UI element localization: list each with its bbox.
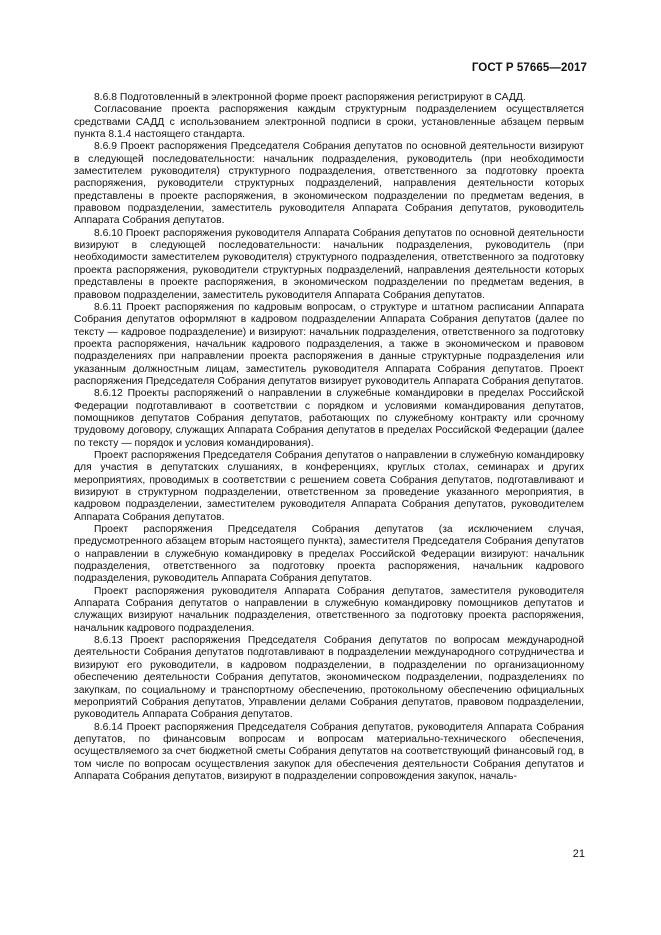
paragraph-8-6-11: 8.6.11 Проект распоряжения по кадровым вопросам, о структуре и штатном расписании Аппарата Собрания депутатов оформляют в кадровом подразделении Аппарата Собрания депутатов (далее по тексту — кадровое подразделение) и визируют: начальник подразделения, ответственного за подготовку проекта распоряжения, начальник кадрового подразделения, а также в экономическом и правовом подразделениях при направлении проекта распоряжения в данные структурные подразделения или указанным должностным лицам, заместитель руководителя Аппарата Собрания депутатов. Проект распоряжения Председателя Собрания депутатов визирует руководитель Аппарата Собрания депутатов. (74, 301, 584, 387)
paragraph-8-6-10: 8.6.10 Проект распоряжения руководителя Аппарата Собрания депутатов по основной деятельности визируют в следующей последовательности: начальник подразделения, руководитель (при необходимости заместителем руководителя) структурного подразделения, ответственного за подготовку проекта распоряжения, руководители структурных подразделений, направления деятельности которых представлены в проекте распоряжения, в экономическом подразделении по предметам ведения, в правовом подразделении, заместитель руководителя Аппарата Собрания депутатов. (74, 227, 584, 301)
paragraph-8-6-8: 8.6.8 Подготовленный в электронной форме проект распоряжения регистрируют в САДД. (94, 92, 526, 103)
paragraph-business-trip-chairman: Проект распоряжения Председателя Собрания депутатов (за исключением случая, предусмотренного абзацем вторым настоящего пункта), заместителя Председателя Собрания депутатов о направлении в служебную командировку в пределах Российской Федерации визируют: начальник подразделения, ответственного за подготовку проекта распоряжения, начальник кадрового подразделения, руководитель Аппарата Собрания депутатов. (74, 524, 584, 585)
document-body (74, 92, 584, 783)
paragraph-8-6-13: 8.6.13 Проект распоряжения Председателя Собрания депутатов по вопросам международной деятельности Собрания депутатов подготавливают в подразделении международного сотрудничества и визируют его руководители, в кадровом подразделении, в подразделении по организационному обеспечению деятельности Собрания депутатов, экономическом подразделении, подразделениях по закупкам, по социальному и транспортному обеспечению, протокольному обеспечению официальных мероприятий Собрания депутатов, Управлении делами Собрания депутатов, правовом подразделении, руководитель Аппарата Собрания депутатов. (74, 635, 584, 721)
paragraph-8-6-14: 8.6.14 Проект распоряжения Председателя Собрания депутатов, руководителя Аппарата Собрания депутатов, по финансовым вопросам и вопросам материально-технического обеспечения, осуществляемого за счет бюджетной сметы Собрания депутатов на соответствующий финансовый год, в том числе по вопросам осуществления закупок для обеспечения деятельности Собрания депутатов и Аппарата Собрания депутатов, визируют в подразделении сопровождения закупок, началь- (74, 721, 584, 782)
paragraph-business-trip-apparatus: Проект распоряжения руководителя Аппарата Собрания депутатов, заместителя руководителя Аппарата Собрания депутатов о направлении в служебную командировку помощников депутатов и служащих визируют начальник подразделения, ответственного за подготовку проекта распоряжения, начальник кадрового подразделения. (74, 585, 584, 634)
paragraph-8-6-12: 8.6.12 Проекты распоряжений о направлении в служебные командировки в пределах Российской Федерации подготавливают в соответствии с порядком и условиями командирования депутатов, помощников депутатов Собрания депутатов, работающих по служебному контракту или срочному трудовому договору, служащих Аппарата Собрания депутатов в пределах Российской Федерации (далее по тексту — порядок и условия командирования). (74, 388, 584, 449)
paragraph-8-6-9: 8.6.9 Проект распоряжения Председателя Собрания депутатов по основной деятельности визируют в следующей последовательности: начальник подразделения, руководитель (при необходимости заместителем руководителя) структурного подразделения, ответственного за подготовку проекта распоряжения, руководители структурных подразделений, направления деятельности которых представлены в проекте распоряжения, в экономическом подразделении по предметам ведения, в правовом подразделении, заместитель руководителя Аппарата Собрания депутатов, руководитель Аппарата Собрания депутатов. (74, 141, 584, 227)
page-number: 21 (572, 848, 585, 860)
paragraph-business-trip-events: Проект распоряжения Председателя Собрания депутатов о направлении в служебную командировку для участия в депутатских слушаниях, в конференциях, круглых столах, семинарах и других мероприятиях, проводимых в соответствии с решением совета Собрания депутатов, подготавливают и визируют в структурном подразделении, ответственном за проведение указанного мероприятия, в кадровом подразделении, заместителем руководителя Аппарата Собрания депутатов, руководителем Аппарата Собрания депутатов. (74, 449, 584, 523)
paragraph-approval: Согласование проекта распоряжения каждым структурным подразделением осуществляется средствами САДД с использованием электронной подписи в сроки, установленные абзацем первым пункта 8.1.4 настоящего стандарта. (74, 104, 584, 141)
document-code: ГОСТ Р 57665—2017 (471, 62, 587, 74)
